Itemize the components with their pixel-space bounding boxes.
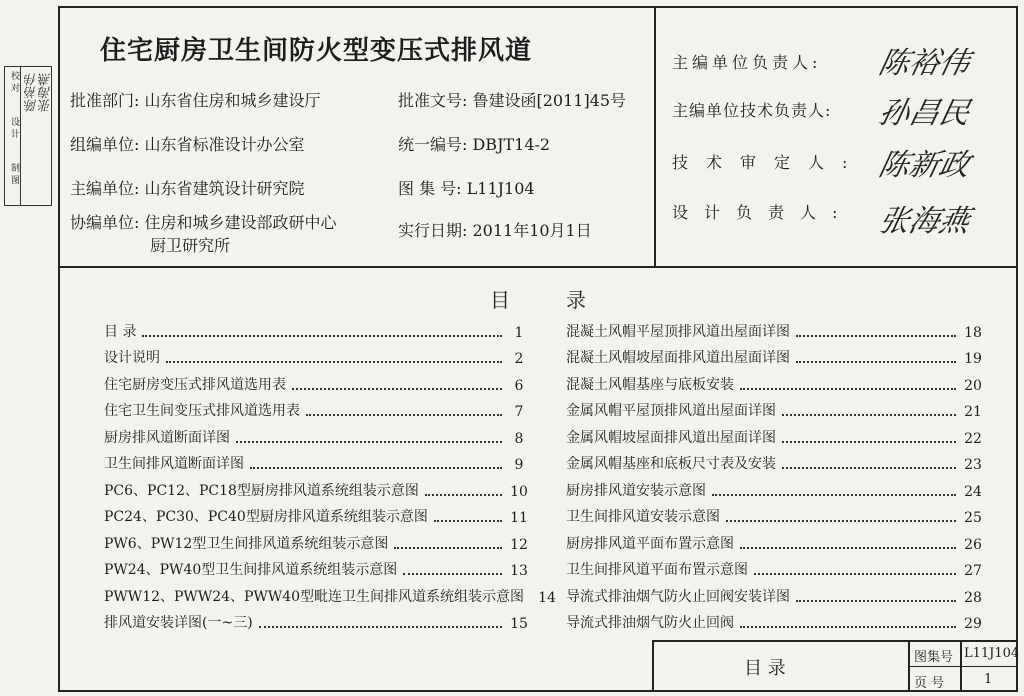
toc-leader-dots xyxy=(782,414,956,416)
compiler-unit: 组编单位: 山东省标准设计办公室 xyxy=(70,135,305,154)
signature-chief-unit: 陈裕伟 xyxy=(875,46,973,81)
toc-leader-dots xyxy=(726,520,956,522)
toc-entry-title: 金属风帽基座和底板尺寸表及安装 xyxy=(566,456,776,472)
title-block-top-line xyxy=(652,640,1018,642)
toc-entry-title: PC24、PC30、PC40型厨房排风道系统组装示意图 xyxy=(104,509,428,525)
toc-leader-dots xyxy=(712,494,956,496)
toc-entry-page: 2 xyxy=(514,351,524,367)
toc-entry-page: 27 xyxy=(964,563,982,579)
toc-entry-page: 13 xyxy=(510,563,528,579)
toc-entry-title: 导流式排油烟气防火止回阀安装详图 xyxy=(566,588,790,605)
co-editor-unit xyxy=(70,210,336,256)
toc-entry[interactable] xyxy=(566,367,984,394)
toc-entry-page: 8 xyxy=(514,430,524,447)
toc-entry[interactable] xyxy=(104,420,530,447)
co-editor-line-2: 厨卫研究所 xyxy=(150,236,231,255)
toc-entry[interactable] xyxy=(566,394,984,421)
toc-leader-dots xyxy=(236,441,502,443)
toc-entry[interactable] xyxy=(104,341,530,368)
toc-entry[interactable] xyxy=(104,473,530,500)
toc-entry[interactable] xyxy=(104,553,530,580)
toc-entry[interactable] xyxy=(566,341,984,368)
toc-entry[interactable] xyxy=(566,606,984,633)
toc-entry-page: 18 xyxy=(964,324,982,341)
toc-entry-title: 目 录 xyxy=(104,323,137,340)
toc-entry-title: PW24、PW40型卫生间排风道系统组装示意图 xyxy=(104,562,398,578)
toc-entry[interactable] xyxy=(566,473,984,500)
toc-leader-dots xyxy=(142,335,502,337)
toc-leader-dots xyxy=(782,467,956,469)
toc-leader-dots xyxy=(425,494,502,496)
atlas-number: 图 集 号: L11J104 xyxy=(398,179,535,198)
toc-entry-title: 排风道安装详图(一~三) xyxy=(104,615,253,631)
review-label-draw: 制 图 xyxy=(9,163,19,184)
responsible-label-chief-unit: 主编单位负责人: xyxy=(672,53,822,72)
toc-leader-dots xyxy=(403,573,502,575)
toc-entry[interactable] xyxy=(566,553,984,580)
title-block-row-line xyxy=(908,666,1018,667)
toc-entry-title: 住宅厨房变压式排风道选用表 xyxy=(104,376,286,393)
toc-entry[interactable] xyxy=(566,447,984,474)
chief-editor-unit: 主编单位: 山东省建筑设计研究院 xyxy=(70,179,305,198)
toc-entry[interactable] xyxy=(566,526,984,553)
toc-leader-dots xyxy=(166,361,502,363)
approval-doc-no: 批准文号: 鲁建设函[2011]45号 xyxy=(398,91,627,110)
toc-entry-page: 6 xyxy=(514,377,524,394)
toc-heading: 目录 xyxy=(490,288,642,312)
toc-entry-page: 25 xyxy=(964,510,982,526)
toc-entry-title: 厨房排风道安装示意图 xyxy=(566,482,706,499)
toc-entry[interactable] xyxy=(566,314,984,341)
toc-entry-page: 12 xyxy=(510,536,528,553)
toc-entry-page: 11 xyxy=(510,510,528,526)
toc-entry[interactable] xyxy=(104,394,530,421)
toc-entry-page: 1 xyxy=(514,324,524,341)
signature-tech: 孙昌民 xyxy=(875,96,973,131)
signature-design: 张海燕 xyxy=(875,204,973,239)
toc-entry[interactable] xyxy=(104,367,530,394)
toc-entry-page: 20 xyxy=(964,377,982,394)
toc-entry-page: 22 xyxy=(964,430,982,447)
title-block-name: 目 录 xyxy=(744,658,786,679)
responsible-label-review: 技术审定人: xyxy=(672,153,866,172)
toc-entry-title: 设计说明 xyxy=(104,350,160,366)
review-label-check: 校 对 xyxy=(9,71,19,92)
unified-number: 统一编号: DBJT14-2 xyxy=(398,135,551,154)
toc-entry-page: 24 xyxy=(964,483,982,500)
co-editor-line-1: 协编单位: 住房和城乡建设部政研中心 xyxy=(70,213,337,232)
toc-leader-dots xyxy=(434,520,502,522)
toc-leader-dots xyxy=(740,626,956,628)
toc-entry[interactable] xyxy=(566,579,984,606)
toc-leader-dots xyxy=(394,547,502,549)
toc-leader-dots xyxy=(250,467,502,469)
toc-leader-dots xyxy=(740,388,956,390)
toc-leader-dots xyxy=(259,626,502,628)
title-block-atlas-label: 图集号 xyxy=(914,650,954,665)
toc-entry-page: 26 xyxy=(964,536,982,553)
toc-entry-page: 10 xyxy=(510,483,528,500)
toc-entry-title: 卫生间排风道断面详图 xyxy=(104,456,244,472)
toc-entry-page: 19 xyxy=(964,351,982,367)
toc-entry-title: PW6、PW12型卫生间排风道系统组装示意图 xyxy=(104,535,389,552)
toc-entry-title: PC6、PC12、PC18型厨房排风道系统组装示意图 xyxy=(104,482,419,499)
title-block-atlas-value: L11J104 xyxy=(964,646,1020,661)
title-block-page-label: 页 号 xyxy=(914,676,945,691)
toc-entry[interactable] xyxy=(104,526,530,553)
approval-dept: 批准部门: 山东省住房和城乡建设厅 xyxy=(70,91,321,110)
toc-leader-dots xyxy=(796,335,956,337)
toc-entry-title: 导流式排油烟气防火止回阀 xyxy=(566,615,734,631)
toc-entry-title: 卫生间排风道平面布置示意图 xyxy=(566,562,748,578)
toc-entry-title: 卫生间排风道安装示意图 xyxy=(566,509,720,525)
toc-entry[interactable] xyxy=(104,500,530,527)
responsible-label-tech: 主编单位技术负责人: xyxy=(672,101,832,120)
toc-entry-page: 7 xyxy=(514,404,524,420)
title-block-page-value: 1 xyxy=(984,672,993,687)
toc-entry-page: 9 xyxy=(514,457,524,473)
review-signature-2: 张海燕 xyxy=(39,73,54,112)
toc-entry[interactable] xyxy=(104,447,530,474)
toc-entry[interactable] xyxy=(104,314,530,341)
toc-entry-title: 混凝土风帽平屋顶排风道出屋面详图 xyxy=(566,323,790,340)
page-title: 住宅厨房卫生间防火型变压式排风道 xyxy=(100,36,533,66)
toc-leader-dots xyxy=(796,600,956,602)
toc-entry-title: 混凝土风帽坡屋面排风道出屋面详图 xyxy=(566,350,790,366)
toc-entry-title: 金属风帽平屋顶排风道出屋面详图 xyxy=(566,403,776,419)
toc-entry-page: 21 xyxy=(964,404,982,420)
review-strip xyxy=(4,66,52,206)
toc-entry[interactable] xyxy=(104,606,530,633)
toc-entry[interactable] xyxy=(104,579,556,606)
toc-entry-title: 混凝土风帽基座与底板安装 xyxy=(566,376,734,393)
responsible-label-design: 设计负责人: xyxy=(672,203,854,222)
toc-entry-page: 14 xyxy=(538,589,556,606)
signature-review: 陈新政 xyxy=(875,148,973,183)
header-vertical-divider xyxy=(654,6,656,268)
toc-entry[interactable] xyxy=(566,420,984,447)
toc-left-column xyxy=(104,314,556,632)
toc-entry[interactable] xyxy=(566,500,984,527)
toc-entry-title: 住宅卫生间变压式排风道选用表 xyxy=(104,403,300,419)
toc-entry-title: 厨房排风道断面详图 xyxy=(104,429,230,446)
toc-entry-title: 金属风帽坡屋面排风道出屋面详图 xyxy=(566,429,776,446)
toc-right-column xyxy=(566,314,984,632)
toc-leader-dots xyxy=(782,441,956,443)
toc-leader-dots xyxy=(796,361,956,363)
review-signature-1: 陈裕伟 xyxy=(25,73,40,112)
title-block-left-line xyxy=(652,640,654,692)
header-divider xyxy=(58,266,1018,268)
toc-entry-page: 28 xyxy=(964,589,982,606)
effective-date: 实行日期: 2011年10月1日 xyxy=(398,221,592,240)
toc-leader-dots xyxy=(292,388,502,390)
toc-entry-title: 厨房排风道平面布置示意图 xyxy=(566,535,734,552)
toc-leader-dots xyxy=(754,573,956,575)
toc-leader-dots xyxy=(740,547,956,549)
review-label-column xyxy=(5,67,21,205)
toc-entry-page: 15 xyxy=(510,616,528,632)
review-label-design: 设 计 xyxy=(9,117,19,138)
toc-entry-page: 23 xyxy=(964,457,982,473)
toc-leader-dots xyxy=(306,414,502,416)
toc-entry-page: 29 xyxy=(964,616,982,632)
toc-entry-title: PWW12、PWW24、PWW40型毗连卫生间排风道系统组装示意图 xyxy=(104,588,525,605)
